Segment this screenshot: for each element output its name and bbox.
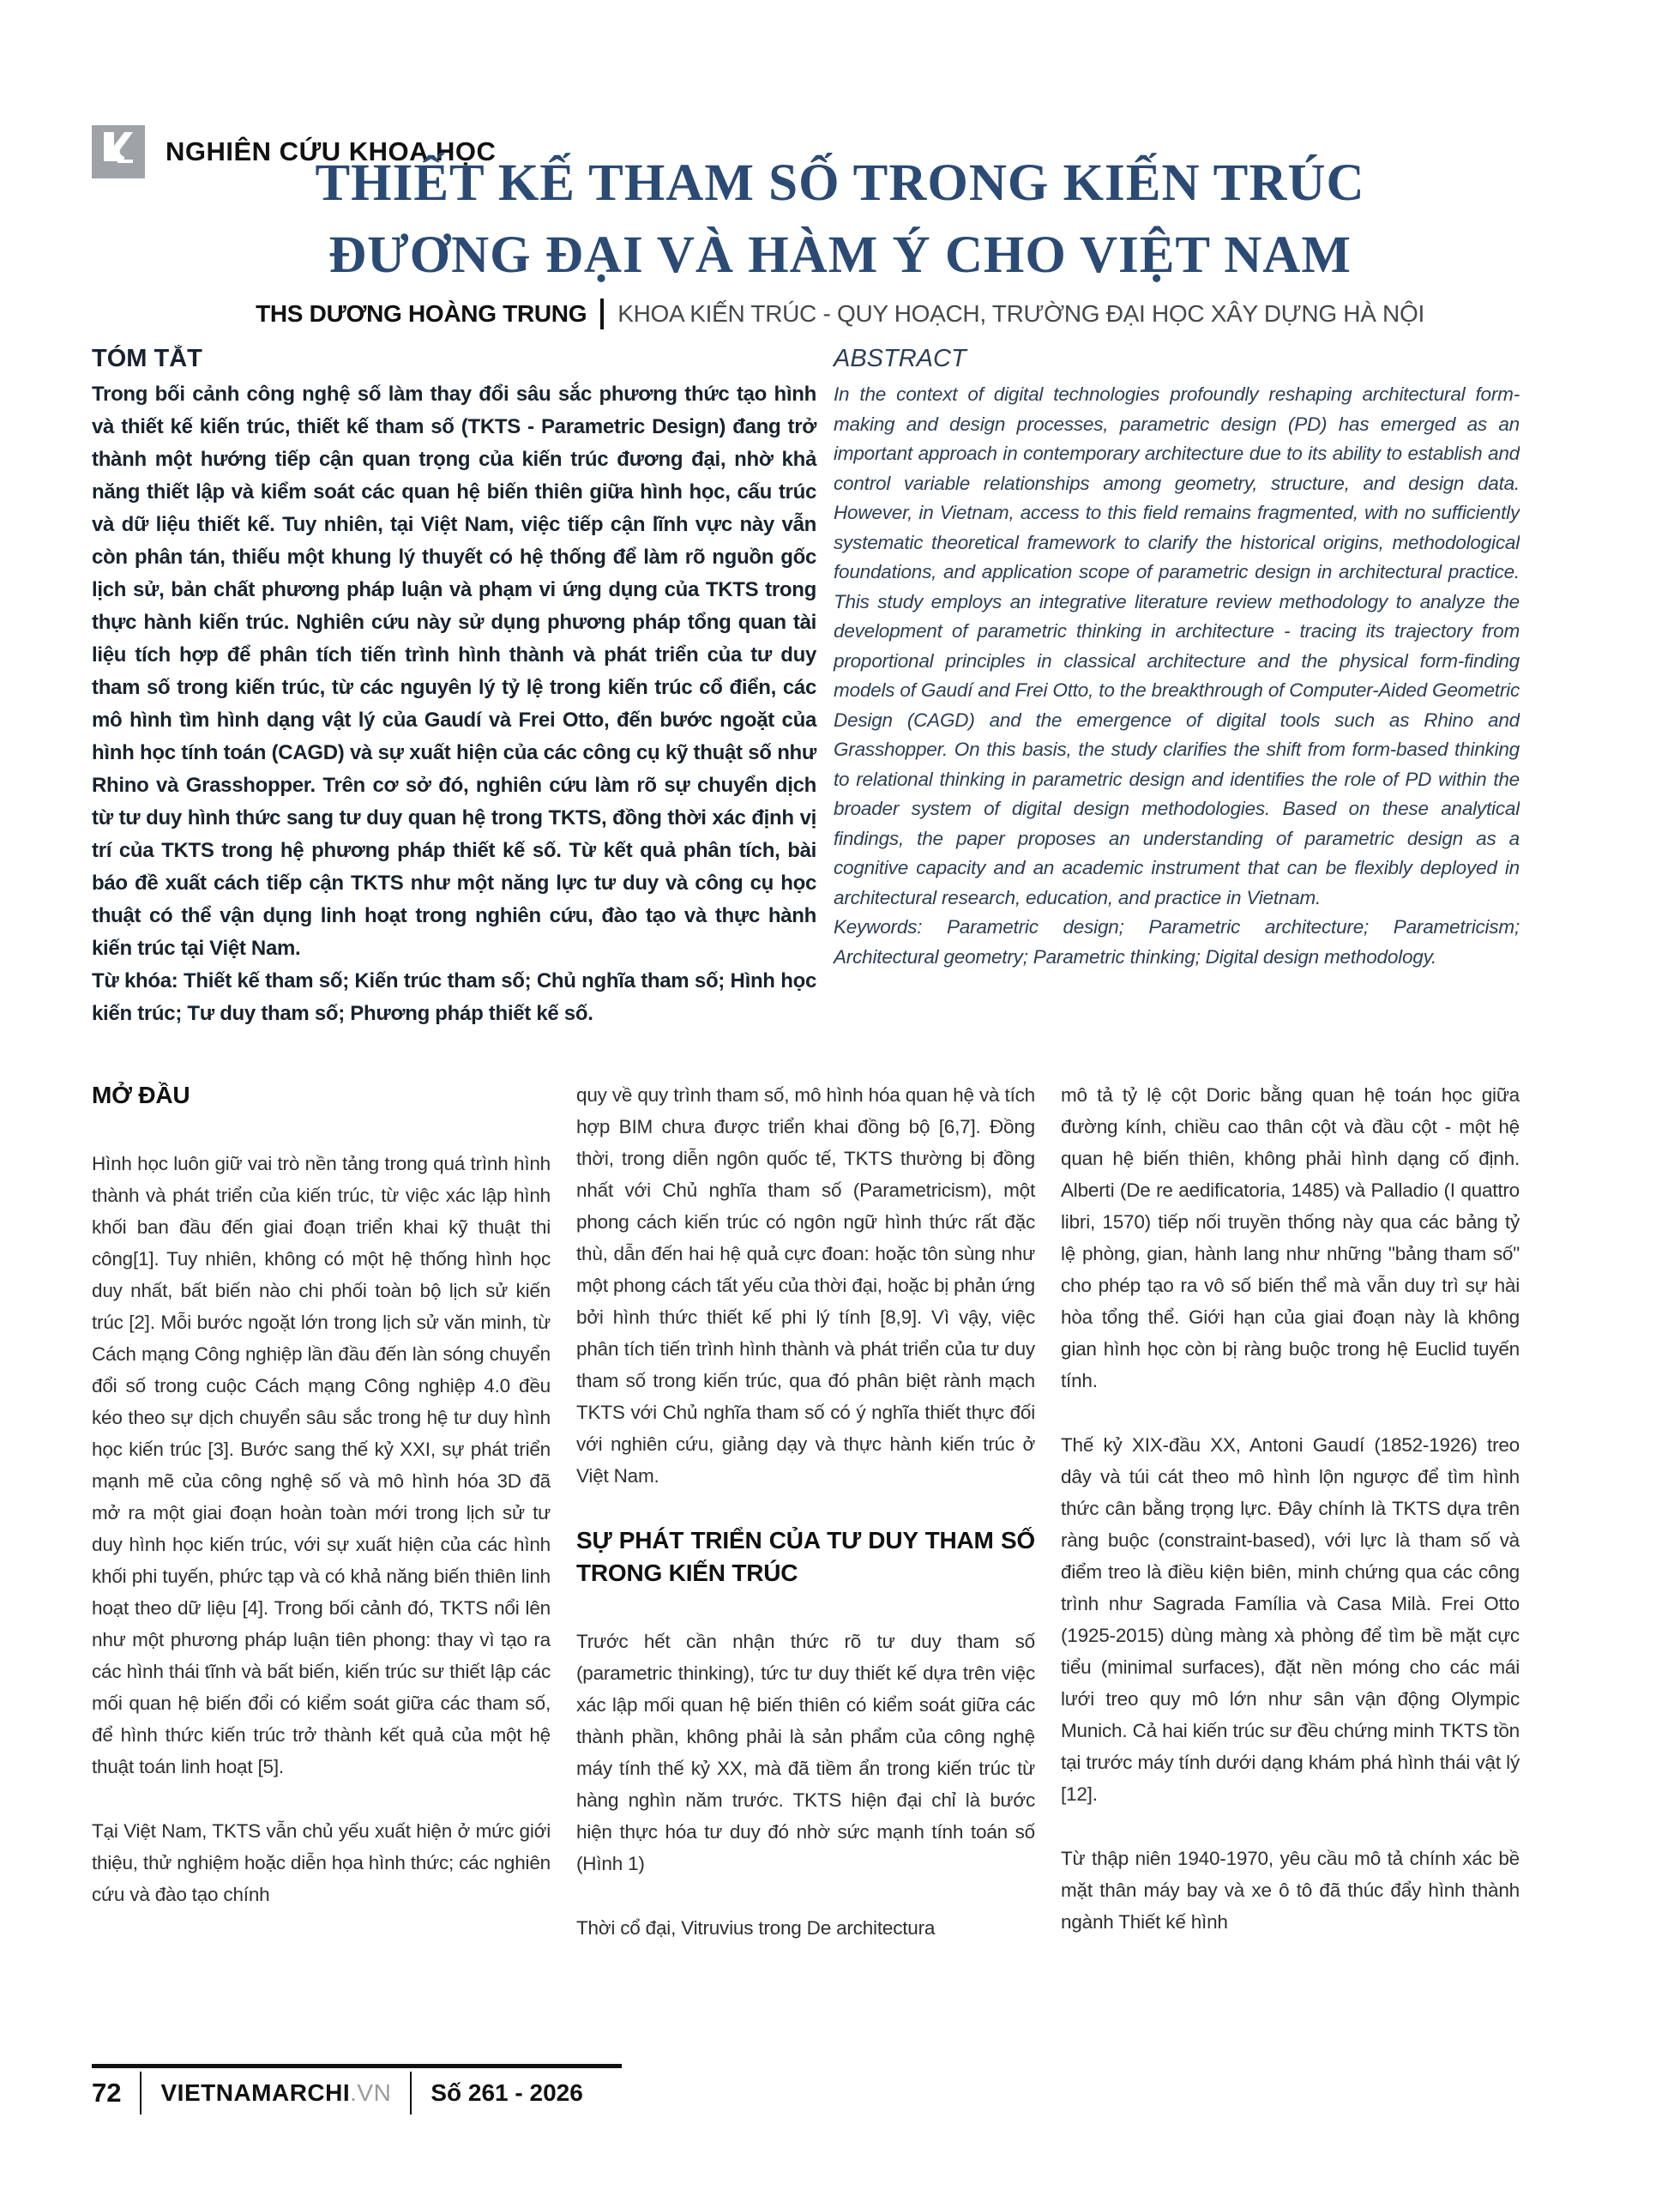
body-column-3 (1061, 1079, 1520, 2057)
abstract-section (92, 345, 1520, 1072)
abstract-vi-body: Trong bối cảnh công nghệ số làm thay đổi sâu sắc phương thức tạo hình và thiết kế kiến trúc, thiết kế tham số (TKTS - Parametric Design) đang trở thành một hướng tiếp cận quan trọng của kiến trúc đương đại, nhờ khả năng thiết lập và kiểm soát các quan hệ biến thiên giữa hình học, cấu trúc và dữ liệu thiết kế. Tuy nhiên, tại Việt Nam, việc tiếp cận lĩnh vực này vẫn còn phân tán, thiếu một khung lý thuyết có hệ thống để làm rõ nguồn gốc lịch sử, bản chất phương pháp luận và phạm vi ứng dụng của TKTS trong thực hành kiến trúc. Nghiên cứu này sử dụng phương pháp tổng quan tài liệu tích hợp để phân tích tiến trình hình thành và phát triển của tư duy tham số trong kiến trúc, từ các nguyên lý tỷ lệ trong kiến trúc cổ điển, các mô hình tìm hình dạng vật lý của Gaudí và Frei Otto, đến bước ngoặt của hình học tính toán (CAGD) và sự xuất hiện của các công cụ kỹ thuật số như Rhino và Grasshopper. Trên cơ sở đó, nghiên cứu làm rõ sự chuyển dịch từ tư duy hình thức sang tư duy quan hệ trong TKTS, đồng thời xác định vị trí của TKTS trong hệ phương pháp thiết kế số. Từ kết quả phân tích, bài báo đề xuất cách tiếp cận TKTS như một năng lực tư duy và công cụ học thuật có thể vận dụng linh hoạt trong nghiên cứu, đào tạo và thực hành kiến trúc tại Việt Nam. (92, 383, 816, 960)
abstract-vi-keywords: Từ khóa: Thiết kế tham số; Kiến trúc tham số; Chủ nghĩa tham số; Hình học kiến trúc; Tư duy tham số; Phương pháp thiết kế số. (92, 969, 816, 1025)
section2-heading: SỰ PHÁT TRIỂN CỦA TƯ DUY THAM SỐ TRONG KIẾN TRÚC (576, 1527, 1035, 1586)
journal-brand (142, 2079, 410, 2107)
journal-brand-name: VIETNAMARCHI (160, 2079, 351, 2106)
abstract-en-heading: ABSTRACT (834, 345, 966, 372)
byline (0, 299, 1680, 329)
author-affiliation: KHOA KIẾN TRÚC - QUY HOẠCH, TRƯỜNG ĐẠI HỌC XÂY DỰNG HÀ NỘI (617, 300, 1424, 327)
body-column-2 (576, 1079, 1035, 2057)
article-title-line1: THIẾT KẾ THAM SỐ TRONG KIẾN TRÚC (315, 154, 1365, 212)
abstract-english (834, 345, 1520, 1072)
body-paragraph: Từ thập niên 1940-1970, yêu cầu mô tả chính xác bề mặt thân máy bay và xe ô tô đã thúc đẩy hình thành ngành Thiết kế hình (1061, 1848, 1520, 1933)
footer-rule (92, 2064, 622, 2068)
abstract-en-body: In the context of digital technologies profoundly reshaping architectural form-making and design processes, parametric design (PD) has emerged as an important approach in contemporary architecture due to its ability to establish and control variable relationships among geometry, structure, and design data. However, in Vietnam, access to this field remains fragmented, with no sufficiently systematic theoretical framework to clarify the historical origins, methodological foundations, and application scope of parametric design in architectural practice. This study employs an integrative literature review methodology to analyze the development of parametric thinking in architecture - tracing its trajectory from proportional principles in classical architecture and the physical form-finding models of Gaudí and Frei Otto, to the breakthrough of Computer-Aided Geometric Design (CAGD) and the emergence of digital tools such as Rhino and Grasshopper. On this basis, the study clarifies the shift from form-based thinking to relational thinking in parametric design and identifies the role of PD within the broader system of digital design methodologies. Based on these analytical findings, the paper proposes an understanding of parametric design as a cognitive capacity and an academic instrument that can be flexibly deployed in architectural research, education, and practice in Vietnam. (834, 383, 1520, 908)
article-body (92, 1079, 1520, 2057)
body-paragraph: Thế kỷ XIX-đầu XX, Antoni Gaudí (1852-1926) treo dây và túi cát theo mô hình lộn ngược để tìm hình thức cân bằng trọng lực. Đây chính là TKTS dựa trên ràng buộc (constraint-based), với lực là tham số và điểm treo là điều kiện biên, minh chứng qua các công trình như Sagrada Família và Casa Milà. Frei Otto (1925-2015) dùng màng xà phòng để tìm bề mặt cực tiểu (minimal surfaces), đặt nền móng cho các mái lưới treo quy mô lớn như sân vận động Olympic Munich. Cả hai kiến trúc sư đều chứng minh TKTS tồn tại trước máy tính dưới dạng khám phá hình thái vật lý [12]. (1061, 1434, 1520, 1805)
abstract-vietnamese (92, 345, 816, 1072)
abstract-vi-heading: TÓM TẮT (92, 345, 202, 372)
body-paragraph: Hình học luôn giữ vai trò nền tảng trong quá trình hình thành và phát triển của kiến trúc, từ việc xác lập hình khối ban đầu đến giai đoạn triển khai kỹ thuật thi công[1]. Tuy nhiên, không có một hệ thống hình học duy nhất, bất biến nào chi phối toàn bộ lịch sử kiến trúc [2]. Mỗi bước ngoặt lớn trong lịch sử văn minh, từ Cách mạng Công nghiệp lần đầu đến làn sóng chuyển đổi số trong cuộc Cách mạng Công nghiệp 4.0 đều kéo theo sự dịch chuyển sâu sắc trong hệ tư duy hình học kiến trúc [3]. Bước sang thế kỷ XXI, sự phát triển mạnh mẽ của công nghệ số và mô hình hóa 3D đã mở ra một giai đoạn hoàn toàn mới trong lịch sử tư duy hình học kiến trúc, với sự xuất hiện của các hình khối phi tuyến, phức tạp và có khả năng biến thiên linh hoạt theo dữ liệu [4]. Trong bối cảnh đó, TKTS nổi lên như một phương pháp luận tiên phong: thay vì tạo ra các hình thái tĩnh và bất biến, kiến trúc sư thiết lập các mối quan hệ biến đổi có kiểm soát giữa các tham số, để hình thức kiến trúc trở thành kết quả của một hệ thuật toán linh hoạt [5]. (92, 1153, 551, 1777)
article-title-line2: ĐƯƠNG ĐẠI VÀ HÀM Ý CHO VIỆT NAM (328, 226, 1352, 284)
byline-divider (600, 299, 604, 329)
body-paragraph: quy về quy trình tham số, mô hình hóa quan hệ và tích hợp BIM chưa được triển khai đồng bộ [6,7]. Đồng thời, trong diễn ngôn quốc tế, TKTS thường bị đồng nhất với Chủ nghĩa tham số (Parametricism), một phong cách kiến trúc có ngôn ngữ hình thức rất đặc thù, dẫn đến hai hệ quả cực đoan: hoặc tôn sùng như một phong cách tất yếu của thời đại, hoặc bị phản ứng bởi hình thức thiết kế phi lý tính [8,9]. Vì vậy, việc phân tích tiến trình hình thành và phát triển của tư duy tham số trong kiến trúc, qua đó phân biệt rành mạch TKTS với Chủ nghĩa tham số có ý nghĩa thiết thực đối với nghiên cứu, giảng dạy và thực hành kiến trúc ở Việt Nam. (576, 1084, 1035, 1487)
section-eyebrow: NGHIÊN CỨU KHOA HỌC (166, 136, 497, 166)
abstract-en-keywords: Keywords: Parametric design; Parametric architecture; Parametricism; Architectural geometry; Parametric thinking; Digital design methodology. (834, 916, 1520, 968)
page-number: 72 (92, 2078, 122, 2108)
journal-brand-suffix: .VN (350, 2079, 392, 2106)
intro-heading: MỞ ĐẦU (92, 1082, 190, 1108)
body-paragraph: Thời cổ đại, Vitruvius trong De architectura (576, 1917, 936, 1939)
body-paragraph: Tại Việt Nam, TKTS vẫn chủ yếu xuất hiện ở mức giới thiệu, thử nghiệm hoặc diễn họa hình thức; các nghiên cứu và đào tạo chính (92, 1820, 551, 1905)
article-title (0, 148, 1680, 292)
author-name: THS DƯƠNG HOÀNG TRUNG (256, 300, 587, 327)
issue-number: Số 261 - 2026 (431, 2079, 583, 2106)
footer (92, 2071, 583, 2115)
body-paragraph: mô tả tỷ lệ cột Doric bằng quan hệ toán học giữa đường kính, chiều cao thân cột và đầu cột - một hệ quan hệ biến thiên, không phải hình dạng cố định. Alberti (De re aedificatoria, 1485) và Palladio (I quattro libri, 1570) tiếp nối truyền thống này qua các bảng tỷ lệ phòng, gian, hành lang như những "bảng tham số" cho phép tạo ra vô số biến thể mà vẫn duy trì sự hài hòa tổng thể. Giới hạn của giai đoạn này là không gian hình học còn bị ràng buộc trong hệ Euclid tuyến tính. (1061, 1084, 1520, 1391)
body-column-1 (92, 1079, 551, 2057)
body-paragraph: Trước hết cần nhận thức rõ tư duy tham số (parametric thinking), tức tư duy thiết kế dựa trên việc xác lập mối quan hệ biến thiên có kiểm soát giữa các thành phần, không phải là sản phẩm của công nghệ máy tính thế kỷ XX, mà đã tiềm ẩn trong kiến trúc từ hàng nghìn năm trước. TKTS hiện đại chỉ là bước hiện thực hóa tư duy đó nhờ sức mạnh tính toán số (Hình 1) (576, 1631, 1035, 1874)
